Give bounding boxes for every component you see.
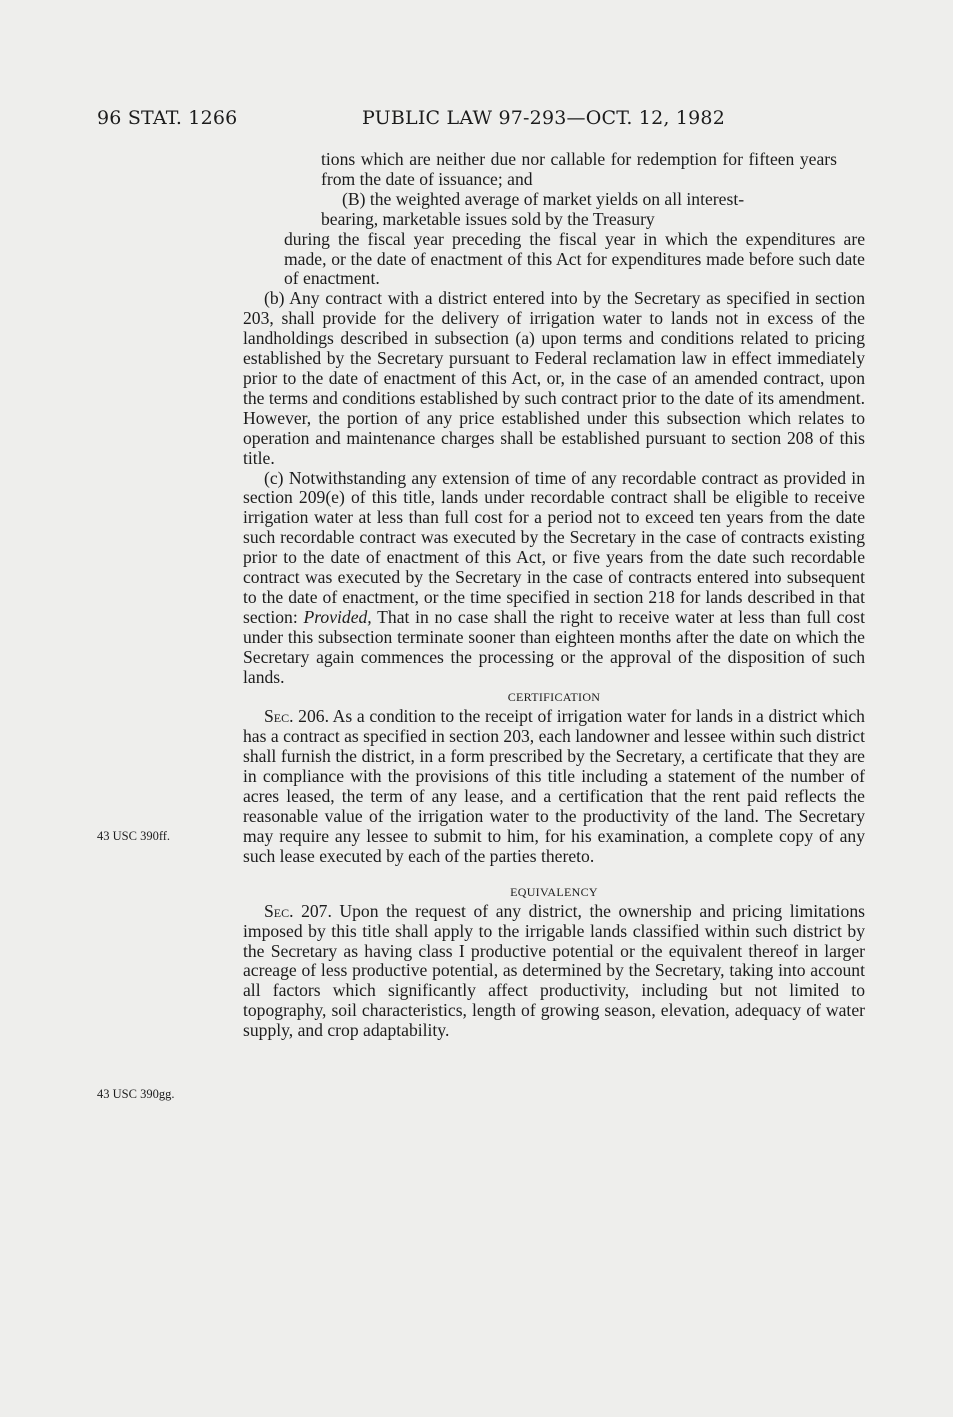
section-206-text: As a condition to the receipt of irrigation water for lands in a district which has a contract as specified in section 203, each landowner and lessee within such district shall furnish the district, in a form prescribed by the Secretary, a certificate that they are in compliance with the provisions of this title including a statement of the number of acres leased, the term of any lease, and a certification that the rent paid reflects the reasonable value of the irrigation water to the productivity of the land. The Secretary may require any lessee to submit to him, for his examination, a complete copy of any such lease executed by each of the parties thereto.: [243, 706, 865, 866]
paragraph-c-provided: Provided,: [303, 606, 372, 627]
subparagraph-b-second-line: bearing, marketable issues sold by the Treasury: [321, 208, 655, 229]
paragraph-c-text-2: That in no case shall the right to receive water at less than full cost under this subsection terminate sooner than eighteen months after the date on which the Secretary again commences the processing or the approval of the disposition of such lands.: [243, 606, 865, 687]
subparagraph-b-flush-text: during the fiscal year preceding the fiscal year in which the expenditures are made, or the date of enactment of this Act for expenditures made before such date of enactment.: [284, 228, 865, 289]
stat-page-number: 96 STAT. 1266: [97, 107, 238, 129]
section-207: [243, 902, 865, 1041]
paragraph-c: [243, 469, 865, 688]
paragraph-b: (b) Any contract with a district entered into by the Secretary as specified in section 203, shall provide for the delivery of irrigation water to lands not in excess of the landholdings described in subsection (a) upon terms and conditions related to pricing established by the Secretary pursuant to Federal reclamation law in effect immediately prior to the date of enactment of this Act, or, in the case of an amended contract, upon the terms and conditions established by such contract prior to the date of its amendment. However, the portion of any price established under this subsection which relates to operation and maintenance charges shall be established pursuant to section 208 of this title.: [243, 288, 865, 468]
section-206: [243, 707, 865, 866]
heading-certification: CERTIFICATION: [507, 690, 601, 705]
heading-equivalency: EQUIVALENCY: [510, 884, 598, 899]
section-207-text: Upon the request of any district, the ownership and pricing limitations imposed by this title shall apply to the irrigable lands classified within such district by the Secretary as having class I productive potential or the equivalent thereof in larger acreage of less productive potential, as determined by the Secretary, taking into account all factors which significantly affect productivity, including but not limited to topography, soil characteristics, length of growing season, elevation, adequacy of water supply, and crop adaptability.: [243, 900, 865, 1041]
public-law-citation: PUBLIC LAW 97-293—OCT. 12, 1982: [362, 107, 726, 129]
section-206-label: Sec. 206.: [264, 706, 329, 727]
margin-note-usc-390gg: 43 USC 390gg.: [97, 1087, 175, 1101]
section-207-label: Sec. 207.: [264, 900, 332, 921]
paragraph-c-text-1: (c) Notwithstanding any extension of time of any recordable contract as provided in section 209(e) of this title, lands under recordable contract shall be eligible to receive irrigation water at less than full cost for a period not to exceed ten years from the date such recordable contract was executed by the Secretary in the case of contracts existing prior to the date of enactment of this Act, or five years from the date such recordable contract was executed by the Secretary in the case of contracts entered into subsequent to the date of enactment, or the time specified in section 218 for lands described in that section:: [243, 467, 865, 627]
statute-body: [243, 150, 865, 1041]
margin-note-usc-390ff: 43 USC 390ff.: [97, 829, 171, 843]
subparagraph-b-first-line: (B) the weighted average of market yields on all interest-: [342, 188, 745, 209]
subparagraph-a-continuation: tions which are neither due nor callable for redemption for fifteen years from the date of issuance; and: [321, 149, 837, 189]
